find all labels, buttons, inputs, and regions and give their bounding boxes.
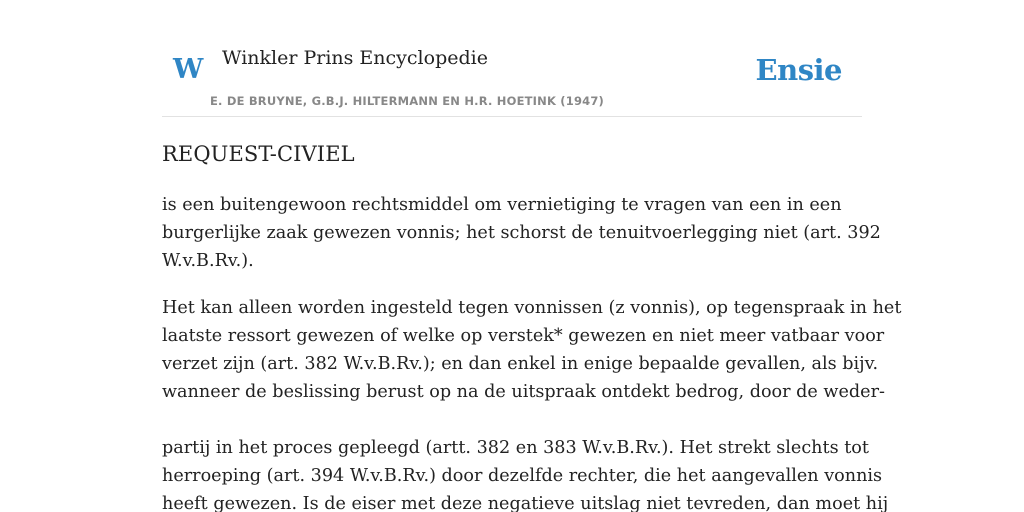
paragraph-line: W.v.B.Rv.). — [162, 251, 254, 271]
entry-paragraph — [162, 294, 902, 406]
source-header — [162, 0, 862, 117]
source-title[interactable]: Winkler Prins Encyclopedie — [222, 47, 488, 69]
paragraph-line: herroeping (art. 394 W.v.B.Rv.) door dezelfde rechter, die het aangevallen vonnis — [162, 466, 883, 486]
ensie-logo[interactable]: Ensie — [755, 53, 842, 87]
entry-title: REQUEST-CIVIEL — [162, 142, 355, 166]
paragraph-line: wanneer de beslissing berust op na de uitspraak ontdekt bedrog, door de weder- — [162, 382, 885, 402]
paragraph-line: partij in het proces gepleegd (artt. 382 en 383 W.v.B.Rv.). Het strekt slechts tot — [162, 438, 869, 458]
paragraph-line: is een buitengewoon rechtsmiddel om vernietiging te vragen van een in een — [162, 195, 842, 215]
paragraph-line: burgerlijke zaak gewezen vonnis; het schorst de tenuitvoerlegging niet (art. 392 — [162, 223, 881, 243]
paragraph-line: laatste ressort gewezen of welke op verstek* gewezen en niet meer vatbaar voor — [162, 326, 885, 346]
source-authors: E. DE BRUYNE, G.B.J. HILTERMANN EN H.R. HOETINK (1947) — [210, 94, 605, 108]
paragraph-line: heeft gewezen. Is de eiser met deze negatieve uitslag niet tevreden, dan moet hij — [162, 494, 889, 512]
paragraph-line: verzet zijn (art. 382 W.v.B.Rv.); en dan enkel in enige bepaalde gevallen, als bijv. — [162, 354, 879, 374]
entry-paragraph — [162, 191, 881, 275]
winkler-prins-logo[interactable]: W — [173, 54, 204, 85]
entry-content — [162, 137, 902, 512]
paragraph-line: Het kan alleen worden ingesteld tegen vonnissen (z vonnis), op tegenspraak in het — [162, 298, 902, 318]
entry-paragraph — [162, 434, 889, 512]
